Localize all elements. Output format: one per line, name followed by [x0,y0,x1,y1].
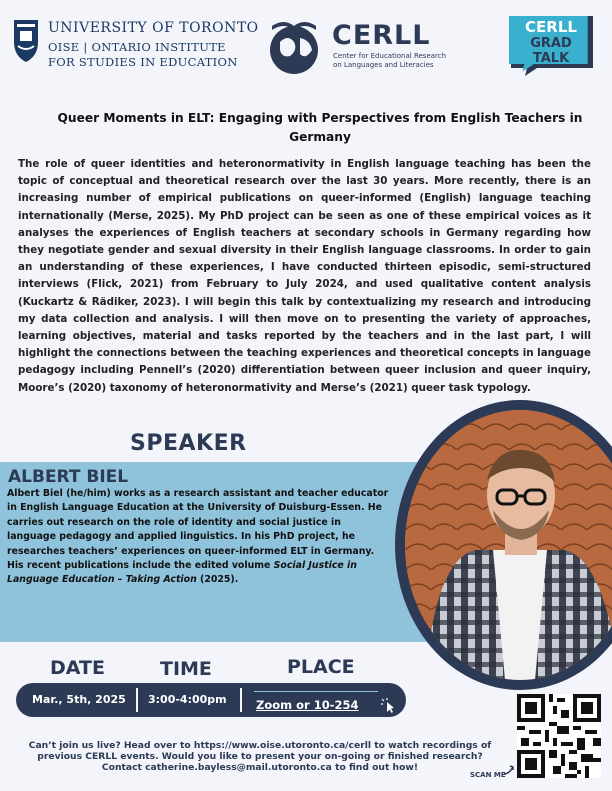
time-label: TIME [160,658,212,680]
arrow-icon [503,764,515,776]
footer-line-1: Can’t join us live? Head over to https://www.oise.utoronto.ca/cerll to watch recordings of [28,740,492,751]
cerll-subtitle: Center for Educational Research [333,52,447,60]
event-place-link[interactable]: Zoom or 10-254 [256,698,359,712]
date-label: DATE [50,657,105,679]
place-rule [254,691,378,692]
oise-line: OISE | ONTARIO INSTITUTE [48,40,226,54]
talk-title: Queer Moments in ELT: Engaging with Perspectives from English Teachers in Germany [57,111,583,144]
cerll-grad-talk-badge [507,14,595,76]
uoft-name: UNIVERSITY OF TORONTO [48,20,259,36]
footer-note [10,740,510,773]
cerll-globe-book-icon [262,14,326,78]
talk-abstract: The role of queer identities and heteronormativity in English language teaching has been the topic of conceptual and theoretical research over the last 30 years. More recently, there is an increasing number of empirical publications on queer-informed (English) language teaching internationally (Merse, 2025). My PhD project can be seen as one of these empirical voices as it analyses the experiences of English teachers at secondary schools in Germany regarding how they negotiate gender and sexual diversity in their English language classrooms. In order to gain an understanding of these experiences, I have conducted thirteen episodic, semi-structured interviews (Flick, 2021) from February to July 2024, and used qualitative content analysis (Kuckartz & Rädiker, 2023). I will begin this talk by contextualizing my research and introducing my data collection and analysis. I will then move on to presenting the variety of approaches, learning objectives, material and tasks reported by the teachers and in the last part, I will highlight the connections between the teaching experiences and theoretical concepts in language pedagogy including Pennell’s (2020) differentiation between queer inclusion and queer inquiry, Moore’s (2020) taxonomy of heteronormativity and Merse’s (2021) queer task typology. [18,158,591,394]
scan-me-label: SCAN ME [470,771,506,779]
cerll-wordmark: CERLL [332,20,431,51]
speaker-bio-end: (2025). [196,574,239,586]
badge-line-3: TALK [532,51,570,66]
divider [136,688,138,712]
footer-line-2: previous CERLL events. Would you like to present your on-going or finished research? [37,751,483,762]
qr-code-icon[interactable] [517,694,601,778]
pointer-click-icon [381,698,397,714]
badge-line-1: CERLL [525,18,577,36]
cerll-subtitle-2: on Languages and Literacies [333,61,434,69]
place-label: PLACE [287,656,355,678]
footer-line-3: Contact catherine.bayless@mail.utoronto.ca to find out how! [101,762,419,773]
speaker-bio-book: Social Justice in Language Education – Taking Action [7,560,357,586]
uoft-crest-icon [12,18,40,64]
oise-line-2: FOR STUDIES IN EDUCATION [48,55,238,69]
event-date: Mar., 5th, 2025 [32,693,126,706]
speaker-heading: SPEAKER [130,431,247,456]
speaker-name: ALBERT BIEL [8,467,129,487]
speaker-bio-text: Albert Biel (he/him) works as a research assistant and teacher educator in English Language Education at the University of Duisburg-Essen. He carries out research on the role of identity and social justice in language pedagogy and applied linguistics. In his PhD project, he researches teachers’ experiences on queer-informed ELT in Germany. His recent publications include the edited volume [7,488,389,572]
badge-line-2: GRAD [530,36,572,51]
event-time: 3:00-4:00pm [148,693,227,706]
divider-2 [240,688,242,712]
speaker-bio [7,487,392,588]
uoft-logo [12,18,257,70]
